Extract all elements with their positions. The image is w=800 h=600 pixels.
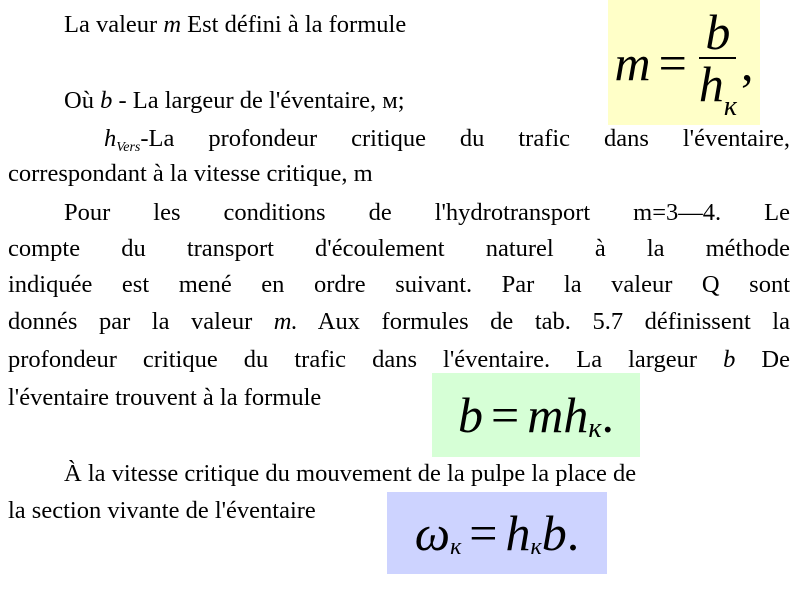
text-line-9 (8, 345, 790, 374)
text-line-3 (104, 124, 790, 157)
variable-h-subscript: Vers (116, 140, 141, 155)
variable-b: b (100, 87, 113, 114)
text-run: La valeur (64, 11, 164, 38)
text-run: Est défini à la formule (181, 11, 407, 38)
formula-numerator: b (699, 9, 736, 59)
formula-tail: . (601, 387, 614, 443)
formula-lhs: ω (414, 505, 451, 561)
formula-denominator (698, 56, 737, 122)
formula-rhs2: b (541, 505, 567, 561)
formula-rhs: h (505, 505, 531, 561)
text-line-1 (64, 10, 406, 39)
variable-h: h (104, 125, 117, 152)
formula-denominator-var: h (698, 56, 724, 112)
text-line-5: Pour les conditions de l'hydrotransport m=3—4. Le (64, 199, 790, 226)
text-line-2 (64, 86, 405, 115)
text-run: Aux formules de tab. 5.7 définissent la (297, 308, 790, 335)
variable-m: m. (273, 308, 298, 335)
formula-lhs: m (614, 34, 651, 91)
text-line-8 (8, 307, 790, 336)
formula-equals: = (491, 387, 520, 443)
text-line-11: À la vitesse critique du mouvement de la pulpe la place de (64, 460, 637, 487)
text-run: Où (64, 87, 101, 114)
formula-rhs-sub: к (588, 413, 602, 444)
formula-tail: , (740, 34, 754, 91)
text-run: profondeur critique du trafic dans l'éventaire. La largeur (8, 346, 724, 373)
text-run: De (735, 346, 790, 373)
formula-rhs-sub: к (530, 533, 542, 560)
text-run: -La profondeur critique du trafic dans l'éventaire, (140, 125, 790, 152)
text-line-7: indiquée est mené en ordre suivant. Par la valeur Q sont (8, 271, 790, 298)
formula-omega-equals-hk-b (387, 492, 607, 574)
text-run: - La largeur de l'éventaire, м; (112, 87, 405, 114)
text-line-10: l'éventaire trouvent à la formule (8, 384, 322, 411)
formula-fraction (698, 4, 737, 122)
formula-b-equals-mhk (432, 373, 640, 457)
formula-m-equals-b-over-hk (608, 0, 760, 125)
text-line-4: correspondant à la vitesse critique, m (8, 160, 373, 187)
formula-denominator-sub: к (723, 91, 737, 122)
text-run: donnés par la valeur (8, 308, 274, 335)
text-line-6: compte du transport d'écoulement naturel à la méthode (8, 235, 790, 262)
formula-rhs: mh (527, 387, 589, 443)
variable-m: m (163, 11, 182, 38)
formula-lhs-sub: к (450, 533, 462, 560)
formula-lhs: b (458, 387, 484, 443)
formula-equals: = (469, 505, 498, 561)
text-line-12: la section vivante de l'éventaire (8, 497, 316, 524)
formula-equals: = (658, 34, 687, 91)
variable-b: b (723, 346, 736, 373)
formula-tail: . (566, 505, 580, 561)
